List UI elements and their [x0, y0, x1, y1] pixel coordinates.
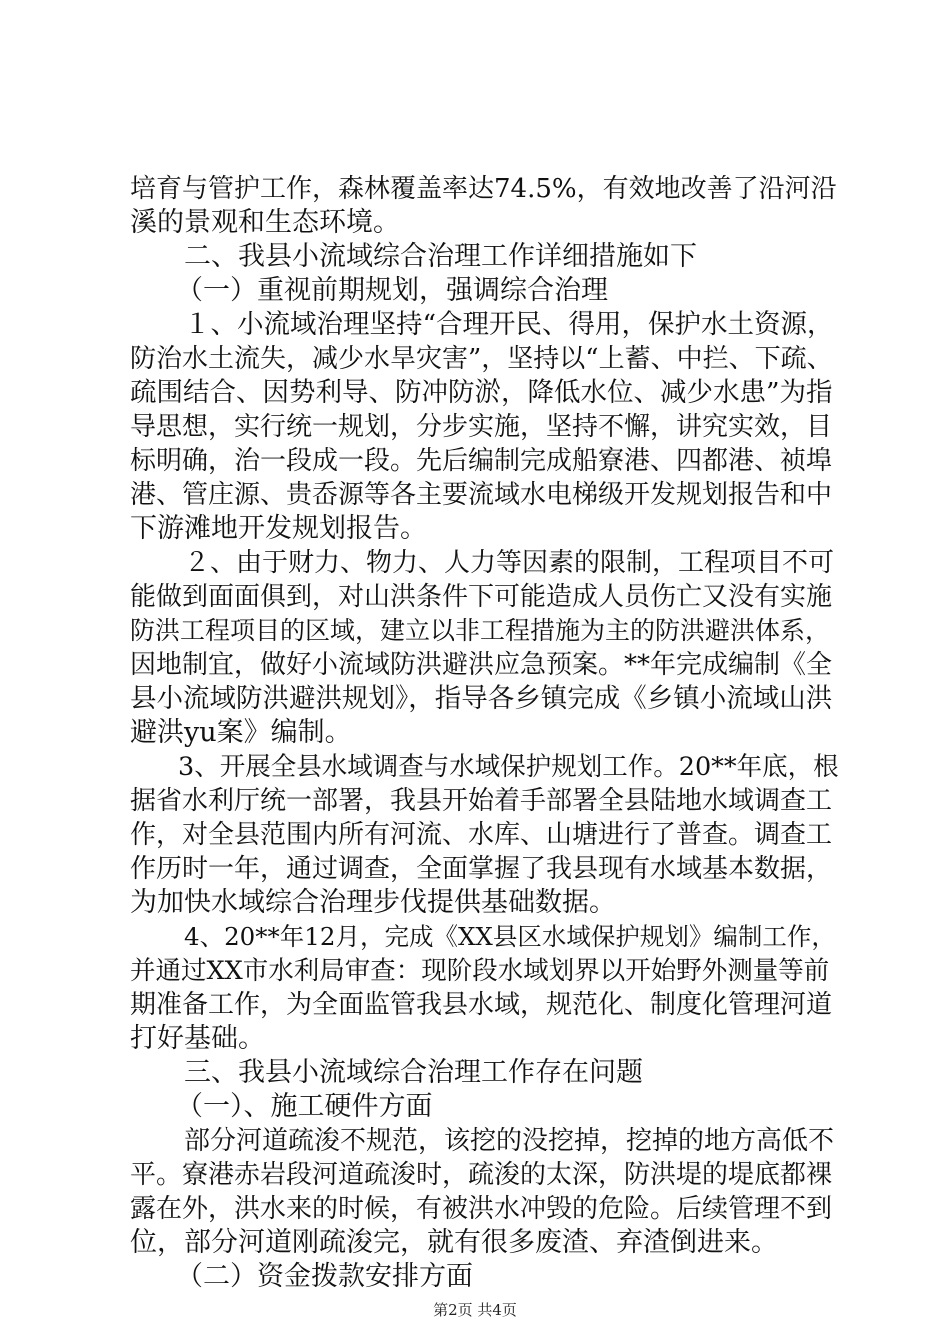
text-line: 3、开展全县水域调查与水域保护规划工作。20**年底，根 [178, 752, 839, 782]
text-line: 位，部分河道刚疏浚完，就有很多废渣、弃渣倒进来。 [130, 1227, 778, 1258]
text-line: 县小流域防洪避洪规划》，指导各乡镇完成《乡镇小流域山洪 [130, 683, 833, 714]
text-line: 作历时一年，通过调查，全面掌握了我县现有水域基本数据， [130, 854, 833, 884]
text-line: 4、20**年12月，完成《XX县区水域保护规划》编制工作， [184, 922, 836, 951]
text-line: 作，对全县范围内所有河流、水库、山塘进行了普查。调查工 [130, 820, 833, 850]
subsection-heading: （一）重视前期规划，强调综合治理 [176, 275, 608, 306]
text-line: ２、由于财力、物力、人力等因素的限制，工程项目不可 [184, 548, 835, 578]
text-line: 疏围结合、因势利导、防冲防淤，降低水位、减少水患”为指 [130, 377, 833, 408]
section-heading: 三、我县小流域综合治理工作存在问题 [184, 1057, 643, 1088]
text-line: 防洪工程项目的区域，建立以非工程措施为主的防洪避洪体系， [130, 616, 831, 645]
text-line: 溪的景观和生态环境。 [130, 207, 400, 238]
text-line: 下游滩地开发规划报告。 [130, 513, 427, 544]
text-line: 据省水利厅统一部署，我县开始着手部署全县陆地水域调查工 [130, 786, 833, 816]
subsection-heading: （一）、施工硬件方面 [176, 1091, 433, 1122]
text-line: 部分河道疏浚不规范，该挖的没挖掉，挖掉的地方高低不 [184, 1126, 835, 1156]
subsection-heading: （二）资金拨款安排方面 [176, 1261, 473, 1292]
text-line: 港、管庄源、贵岙源等各主要流域水电梯级开发规划报告和中 [130, 480, 833, 510]
text-line: 打好基础。 [130, 1023, 265, 1054]
text-line: 期准备工作，为全面监管我县水域，规范化、制度化管理河道 [130, 990, 833, 1020]
text-line: １、小流域治理坚持“合理开民、得用，保护水土资源， [184, 309, 834, 340]
text-line: 避洪yu案》编制。 [130, 717, 352, 748]
page-footer: 第2页 共4页 [433, 1301, 517, 1319]
text-line: 能做到面面俱到，对山洪条件下可能造成人员伤亡又没有实施 [130, 582, 833, 612]
text-line: 为加快水域综合治理步伐提供基础数据。 [130, 887, 616, 918]
text-line: 培育与管护工作，森林覆盖率达74.5%，有效地改善了沿河沿 [130, 174, 837, 204]
text-line: 标明确，治一段成一段。先后编制完成船寮港、四都港、祯埠 [130, 446, 833, 476]
text-line: 并通过XX市水利局审查：现阶段水域划界以开始野外测量等前 [130, 956, 830, 986]
text-line: 露在外，洪水来的时候，有被洪水冲毁的危险。后续管理不到 [130, 1194, 833, 1224]
section-heading: 二、我县小流域综合治理工作详细措施如下 [184, 241, 697, 272]
text-line: 防治水土流失，减少水旱灾害”，坚持以“上蓄、中拦、下疏、 [130, 344, 833, 374]
text-line: 平。寮港赤岩段河道疏浚时，疏浚的太深，防洪堤的堤底都裸 [130, 1160, 833, 1190]
text-line: 导思想，实行统一规划，分步实施，坚持不懈，讲究实效，目 [130, 412, 833, 442]
text-line: 因地制宜，做好小流域防洪避洪应急预案。**年完成编制《全 [130, 650, 833, 680]
